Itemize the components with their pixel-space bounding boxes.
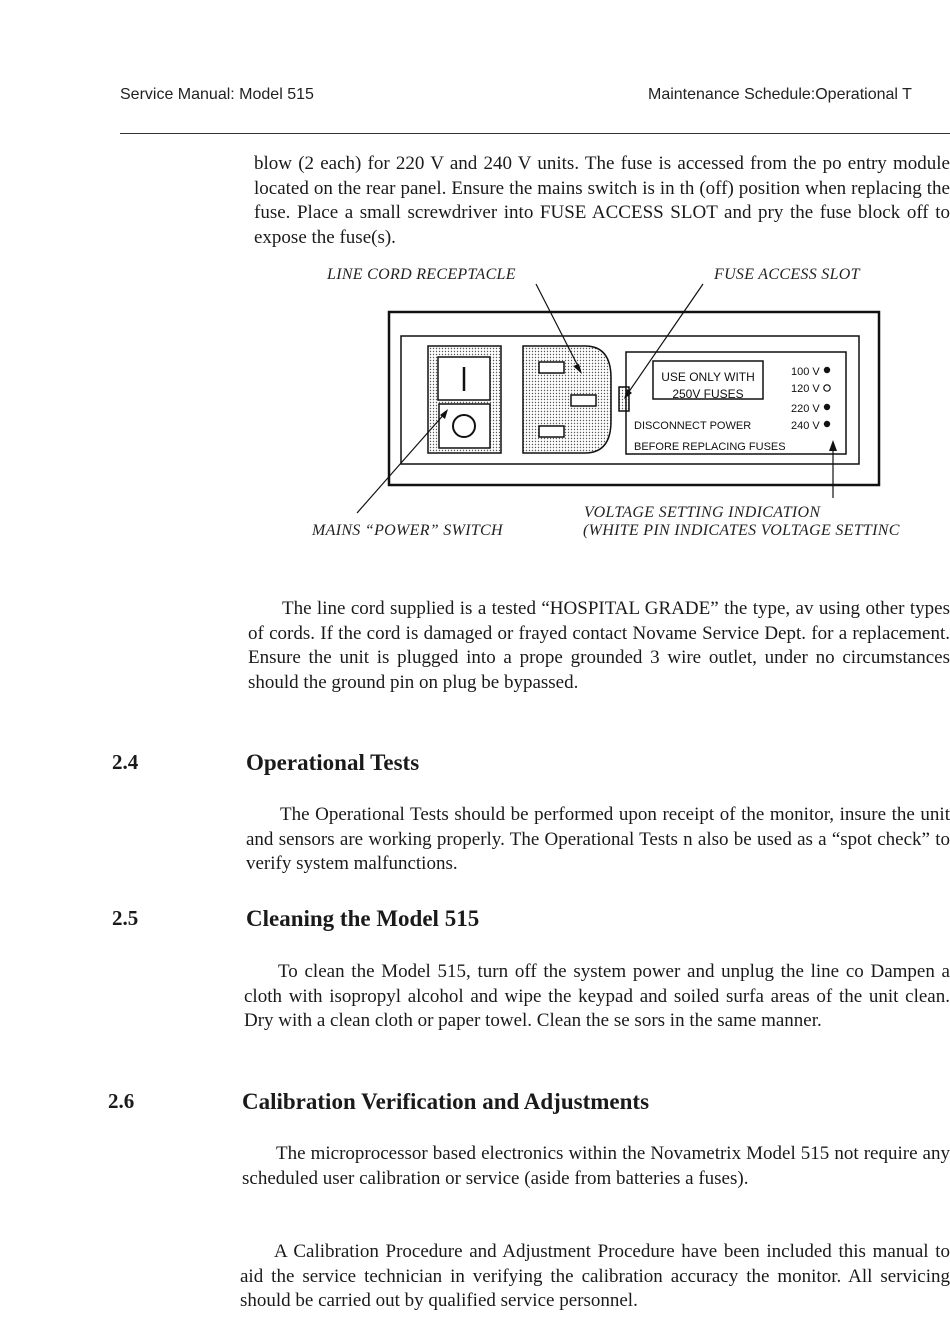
callout-voltage-line1: VOLTAGE SETTING INDICATION: [584, 504, 821, 521]
callout-line-cord: LINE CORD RECEPTACLE: [327, 266, 516, 283]
disconnect-text-line2: BEFORE REPLACING FUSES: [634, 441, 786, 453]
voltage-100-pin: [824, 367, 830, 373]
voltage-100-label: 100 V: [791, 366, 820, 378]
fuse-box-text-line2: 250V FUSES: [672, 387, 744, 401]
header-left: Service Manual: Model 515: [120, 86, 314, 103]
leader-voltage-arrowhead: [829, 440, 837, 451]
power-switch: [428, 346, 501, 453]
section-2-6-paragraph-1: The microprocessor based electronics within the Novametrix Model 515 not require any scheduled user calibration or service (aside from batteries a fuses).: [242, 1143, 950, 1189]
fuse-box-text-line1: USE ONLY WITH: [661, 370, 755, 384]
section-2-5-number: 2.5: [112, 906, 139, 930]
voltage-220-pin: [824, 404, 830, 410]
callout-mains-switch: MAINS “POWER” SWITCH: [312, 522, 503, 539]
voltage-120-pin: [824, 385, 830, 391]
section-2-5-paragraph: To clean the Model 515, turn off the system power and unplug the line co Dampen a cloth with isopropyl alcohol and wipe the keypad and soiled surfa areas of the unit clean. Dry with a clean cloth or paper towel. Clean the se sors in the same manner.: [244, 961, 950, 1031]
voltage-240-pin: [824, 421, 830, 427]
callout-voltage-line2: (WHITE PIN INDICATES VOLTAGE SETTINC: [583, 522, 900, 539]
voltage-240-label: 240 V: [791, 420, 820, 432]
voltage-220-label: 220 V: [791, 403, 820, 415]
header-right: Maintenance Schedule:Operational T: [648, 86, 912, 103]
line-cord-paragraph: The line cord supplied is a tested “HOSPITAL GRADE” the type, av using other types of cords. If the cord is damaged or frayed contact Novame Service Dept. for a replacement. Ensure the unit is plugged into a prope grounded 3 wire outlet, under no circumstances should the ground pin on plug be bypassed.: [248, 598, 950, 693]
section-2-4-number: 2.4: [112, 750, 139, 774]
section-2-4-paragraph: The Operational Tests should be performed upon receipt of the monitor, insure the unit and sensors are working properly. The Operational Tests n also be used as a “spot check” to verify system malfunctions.: [246, 804, 950, 874]
disconnect-text-line1: DISCONNECT POWER: [634, 420, 752, 432]
section-2-6-number: 2.6: [108, 1089, 135, 1113]
voltage-120-label: 120 V: [791, 383, 820, 395]
callout-fuse-slot: FUSE ACCESS SLOT: [714, 266, 860, 283]
intro-paragraph: blow (2 each) for 220 V and 240 V units. The fuse is accessed from the po entry module located on the rear panel. Ensure the mains switch is in th (off) position when replacing the fuse. Place a small screwdriver into FUSE ACCESS SLOT and pry the fuse block off to expose the fuse(s).: [254, 153, 950, 248]
header-rule: [120, 133, 950, 134]
power-entry-module-diagram: [300, 260, 950, 520]
section-2-5-title: Cleaning the Model 515: [246, 906, 480, 931]
section-2-6-paragraph-2: A Calibration Procedure and Adjustment Procedure have been included this manual to aid the service technician in verifying the calibration accuracy the monitor. All servicing should be carried out by qualified service personnel.: [240, 1241, 950, 1311]
section-2-4-title: Operational Tests: [246, 750, 420, 775]
section-2-6-title: Calibration Verification and Adjustments: [242, 1089, 650, 1114]
line-cord-receptacle: [523, 346, 611, 453]
